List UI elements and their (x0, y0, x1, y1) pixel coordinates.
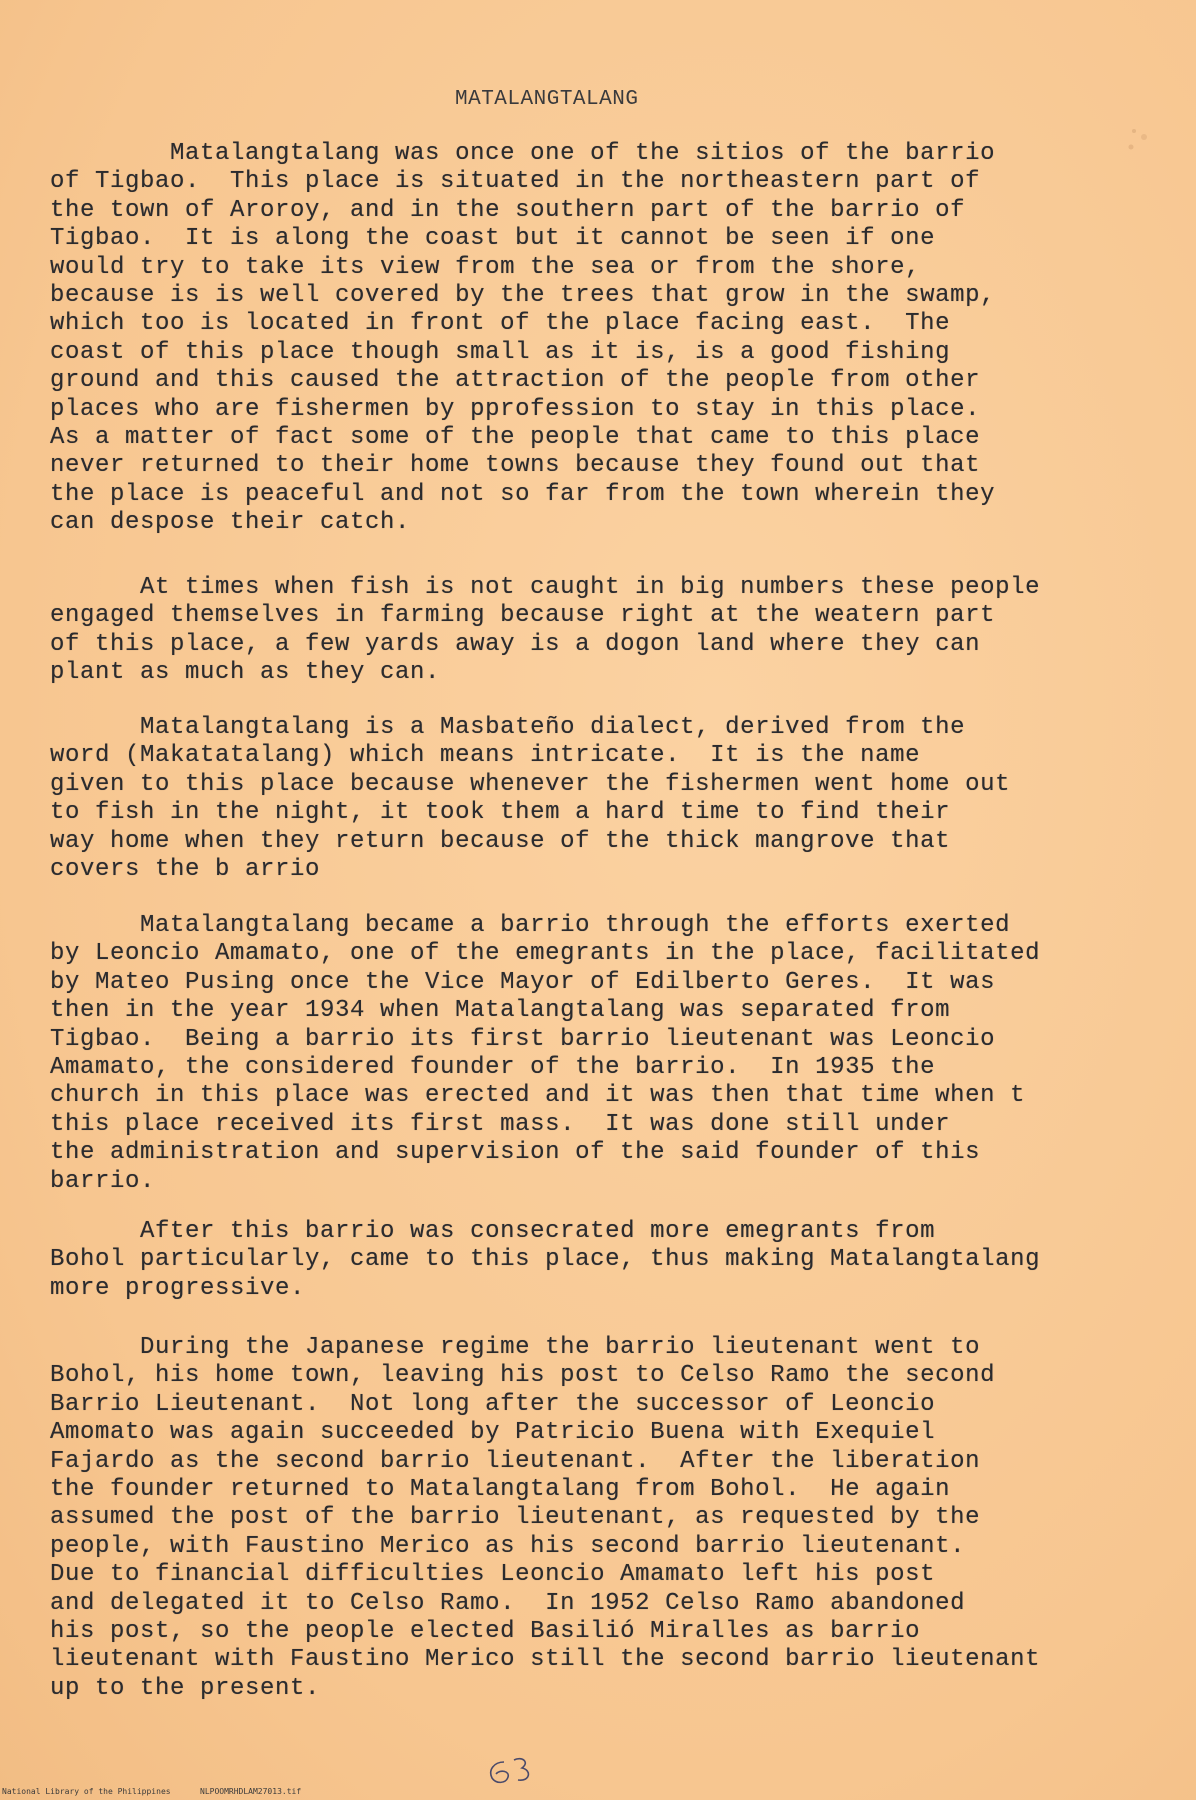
document-title: MATALANGTALANG (455, 88, 639, 111)
handwritten-page-number (480, 1750, 540, 1790)
paragraph-1: Matalangtalang was once one of the sitios of the barrio of Tigbao. This place is situated in the northeastern part of the town of Aroroy, and in the southern part of the barrio of Tigbao. It is along the coast but it cannot be seen if one would try to take its view from the sea or from the shore, because is is well covered by the trees that grow in the swamp, which too is located in front of the place facing east. The coast of this place though small as it is, is a good fishing ground and this caused the attraction of the people from other places who are fishermen by pprofession to stay in this place. As a matter of fact some of the people that came to this place never returned to their home towns because they found out that the place is peaceful and not so far from the town wherein they can despose their catch. (50, 140, 996, 537)
paragraph-3: Matalangtalang is a Masbateño dialect, derived from the word (Makatatalang) which means intricate. It is the name given to this place because whenever the fishermen went home out to fish in the night, it took them a hard time to find their way home when they return because of the thick mangrove that covers the b arrio (50, 714, 1011, 884)
footer-library: National Library of the Philippines (2, 1787, 171, 1796)
paragraph-6: During the Japanese regime the barrio lieutenant went to Bohol, his home town, leaving his post to Celso Ramo the second Barrio Lieutenant. Not long after the successor of Leoncio Amomato was again succeeded by Patricio Buena with Exequiel Fajardo as the second barrio lieutenant. After the liberation the founder returned to Matalangtalang from Bohol. He again assumed the post of the barrio lieutenant, as requested by the people, with Faustino Merico as his second barrio lieutenant. Due to financial difficulties Leoncio Amamato left his post and delegated it to Celso Ramo. In 1952 Celso Ramo abandoned his post, so the people elected Basilió Miralles as barrio lieutenant with Faustino Merico still the second barrio lieutenant up to the present. (50, 1334, 1041, 1702)
paragraph-2: At times when fish is not caught in big numbers these people engaged themselves in farming because right at the weatern part of this place, a few yards away is a dogon land where they can plant as much as they can. (50, 574, 1041, 687)
paragraph-5: After this barrio was consecrated more emegrants from Bohol particularly, came to this place, thus making Matalangtalang more progressive. (50, 1218, 1041, 1302)
footer-filename: NLPOOMRHDLAM27013.tif (200, 1787, 302, 1796)
page-number-drawing (480, 1750, 540, 1790)
paragraph-4: Matalangtalang became a barrio through the efforts exerted by Leoncio Amamato, one of the emegrants in the place, facilitated by Mateo Pusing once the Vice Mayor of Edilberto Geres. It was then in the year 1934 when Matalangtalang was separated from Tigbao. Being a barrio its first barrio lieutenant was Leoncio Amamato, the considered founder of the barrio. In 1935 the church in this place was erected and it was then that time when t this place received its first mass. It was done still under the administration and supervision of the said founder of this barrio. (50, 912, 1041, 1195)
paper-specks (1126, 125, 1156, 165)
